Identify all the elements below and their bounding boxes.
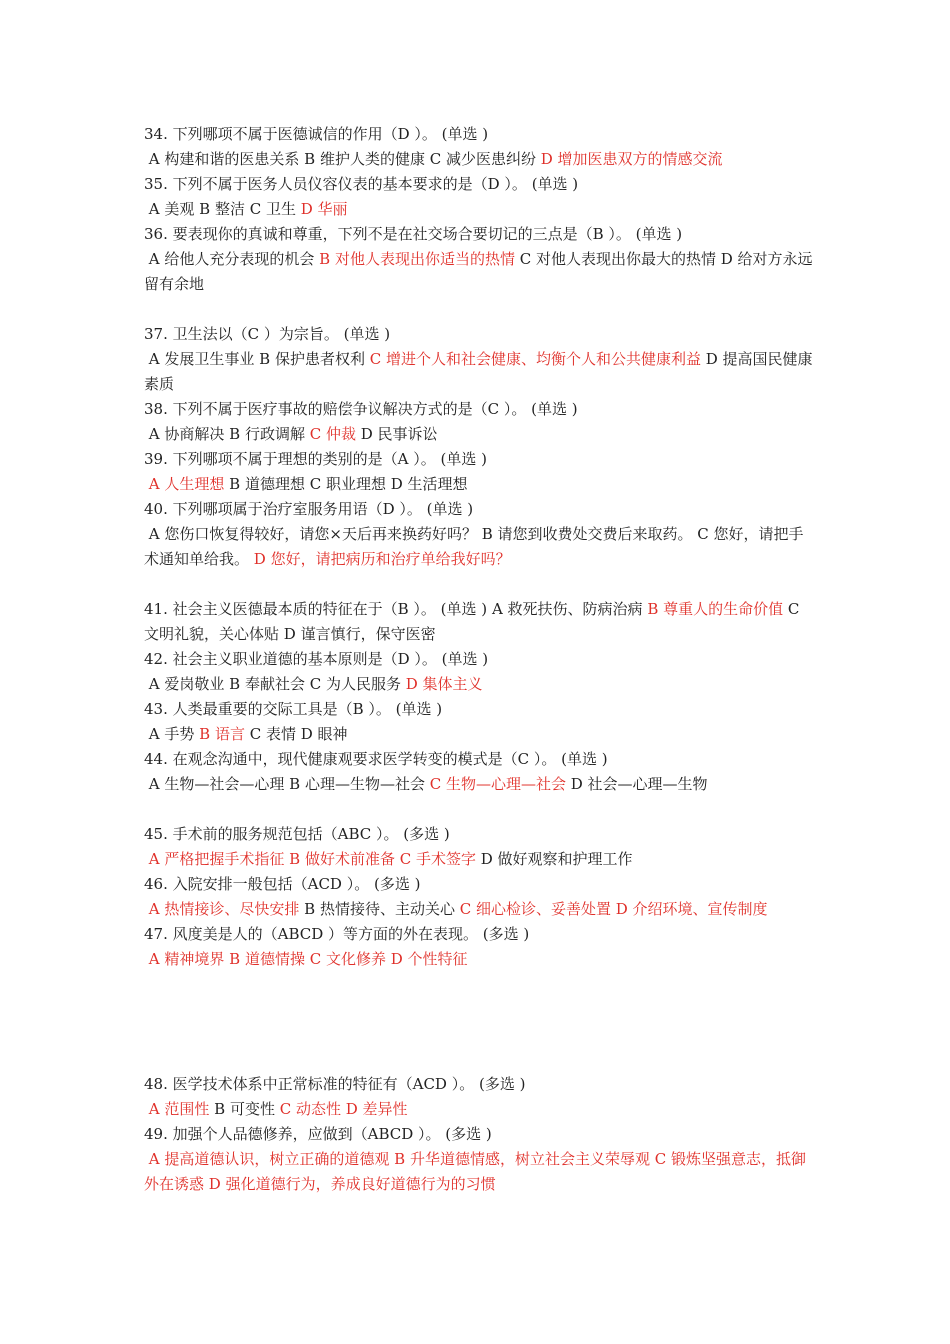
options [144, 847, 814, 872]
correct-option-text: C 细心检诊、妥善处置 D 介绍环境、宣传制度 [459, 900, 768, 918]
option-text: B 热情接待、主动关心 [299, 900, 460, 918]
option-text: B 道德理想 C 职业理想 D 生活理想 [224, 475, 468, 493]
options [144, 672, 814, 697]
spacer [144, 972, 814, 1072]
correct-option-text: B 语言 [199, 725, 245, 743]
correct-option-text: A 精神境界 B 道德情操 C 文化修养 D 个性特征 [144, 950, 468, 968]
question-46 [144, 872, 814, 922]
options [144, 1147, 814, 1197]
options [144, 197, 814, 222]
options [144, 722, 814, 747]
question-38 [144, 397, 814, 447]
question-text: 47. 风度美是人的（ABCD ）等方面的外在表现。 (多选 ) [144, 925, 530, 943]
option-text: A 给他人充分表现的机会 [144, 250, 320, 268]
correct-option-text: C 仲裁 [309, 425, 356, 443]
question-41 [144, 597, 814, 647]
question-text: 36. 要表现你的真诚和尊重，下列不是在社交场合要切记的三点是（B ）。 (单选 ) [144, 225, 683, 243]
correct-option-text: A 范围性 [144, 1100, 210, 1118]
option-text: A 构建和谐的医患关系 B 维护人类的健康 C 减少医患纠纷 [144, 150, 541, 168]
correct-option-text: C 增进个人和社会健康、均衡个人和公共健康利益 [369, 350, 701, 368]
question-text: 42. 社会主义职业道德的基本原则是（D ）。 (单选 ) [144, 650, 489, 668]
question-text: 46. 入院安排一般包括（ACD ）。 (多选 ) [144, 875, 421, 893]
question-text: 43. 人类最重要的交际工具是（B ）。 (单选 ) [144, 700, 443, 718]
question-text: 38. 下列不属于医疗事故的赔偿争议解决方式的是（C ）。 (单选 ) [144, 400, 578, 418]
correct-option-text: A 提高道德认识，树立正确的道德观 B 升华道德情感，树立社会主义荣辱观 C 锻炼坚强意志，抵御外在诱惑 D 强化道德行为，养成良好道德行为的习惯 [144, 1150, 806, 1193]
document-page [144, 122, 814, 1197]
question-text: 41. 社会主义医德最本质的特征在于（B ）。 (单选 ) [144, 600, 492, 618]
correct-option-text: D 集体主义 [405, 675, 483, 693]
correct-option-text: B 对他人表现出你适当的热情 [319, 250, 515, 268]
question-text: 39. 下列哪项不属于理想的类别的是（A ）。 (单选 ) [144, 450, 487, 468]
option-text: A 生物—社会—心理 B 心理—生物—社会 [144, 775, 430, 793]
option-text: A 协商解决 B 行政调解 [144, 425, 310, 443]
question-48 [144, 1072, 814, 1122]
question-43 [144, 697, 814, 747]
question-44 [144, 747, 814, 797]
option-text: D 做好观察和护理工作 [475, 850, 633, 868]
correct-option-text: C 动态性 D 差异性 [279, 1100, 408, 1118]
correct-option-text: D 增加医患双方的情感交流 [540, 150, 723, 168]
question-49 [144, 1122, 814, 1197]
question-40 [144, 497, 814, 572]
option-text: C 表情 D 眼神 [244, 725, 348, 743]
question-text: 34. 下列哪项不属于医德诚信的作用（D ）。 (单选 ) [144, 125, 489, 143]
spacer [144, 297, 814, 322]
option-text: A 发展卫生事业 B 保护患者权利 [144, 350, 370, 368]
correct-option-text: A 严格把握手术指征 B 做好术前准备 C 手术签字 [144, 850, 476, 868]
question-text: 35. 下列不属于医务人员仪容仪表的基本要求的是（D ）。 (单选 ) [144, 175, 579, 193]
question-inline [144, 597, 814, 647]
question-text: 49. 加强个人品德修养，应做到（ABCD ）。 (多选 ) [144, 1125, 492, 1143]
options [144, 472, 814, 497]
spacer [144, 572, 814, 597]
option-text: C 文明礼貌，关心体贴 D 谨言慎行，保守医密 [144, 600, 805, 643]
option-text: D 提高国民健康素质 [144, 350, 813, 393]
correct-option-text: D 您好，请把病历和治疗单给我好吗？ [253, 550, 511, 568]
correct-option-text: B 尊重人的生命价值 [647, 600, 784, 618]
correct-option-text: A 人生理想 [144, 475, 225, 493]
question-text: 45. 手术前的服务规范包括（ABC ）。 (多选 ) [144, 825, 450, 843]
option-text: A 救死扶伤、防病治病 [491, 600, 648, 618]
question-35 [144, 172, 814, 222]
question-text: 48. 医学技术体系中正常标准的特征有（ACD ）。 (多选 ) [144, 1075, 526, 1093]
options [144, 1097, 814, 1122]
options [144, 147, 814, 172]
correct-option-text: C 生物—心理—社会 [429, 775, 566, 793]
option-text: D 社会—心理—生物 [565, 775, 708, 793]
question-34 [144, 122, 814, 172]
option-text: A 爱岗敬业 B 奉献社会 C 为人民服务 [144, 675, 406, 693]
option-text: A 美观 B 整洁 C 卫生 [144, 200, 301, 218]
options [144, 897, 814, 922]
options [144, 347, 814, 397]
option-text: A 手势 [144, 725, 200, 743]
question-text: 44. 在观念沟通中，现代健康观要求医学转变的模式是（C ）。 (单选 ) [144, 750, 608, 768]
option-text: C 对他人表现出你最大的热情 D 给对方永远留有余地 [144, 250, 813, 293]
options [144, 947, 814, 972]
correct-option-text: D 华丽 [300, 200, 348, 218]
option-text: D 民事诉讼 [355, 425, 438, 443]
question-36 [144, 222, 814, 297]
options [144, 422, 814, 447]
question-47 [144, 922, 814, 972]
correct-option-text: A 热情接诊、尽快安排 [144, 900, 300, 918]
question-37 [144, 322, 814, 397]
option-text: A 您伤口恢复得较好，请您×天后再来换药好吗？ B 请您到收费处交费后来取药。 C 您好，请把手术通知单给我。 [144, 525, 804, 568]
options [144, 772, 814, 797]
options [144, 522, 814, 572]
options [144, 247, 814, 297]
question-45 [144, 822, 814, 872]
question-39 [144, 447, 814, 497]
spacer [144, 797, 814, 822]
question-text: 37. 卫生法以（C ）为宗旨。 (单选 ) [144, 325, 391, 343]
question-42 [144, 647, 814, 697]
option-text: B 可变性 [209, 1100, 280, 1118]
question-text: 40. 下列哪项属于治疗室服务用语（D ）。 (单选 ) [144, 500, 474, 518]
